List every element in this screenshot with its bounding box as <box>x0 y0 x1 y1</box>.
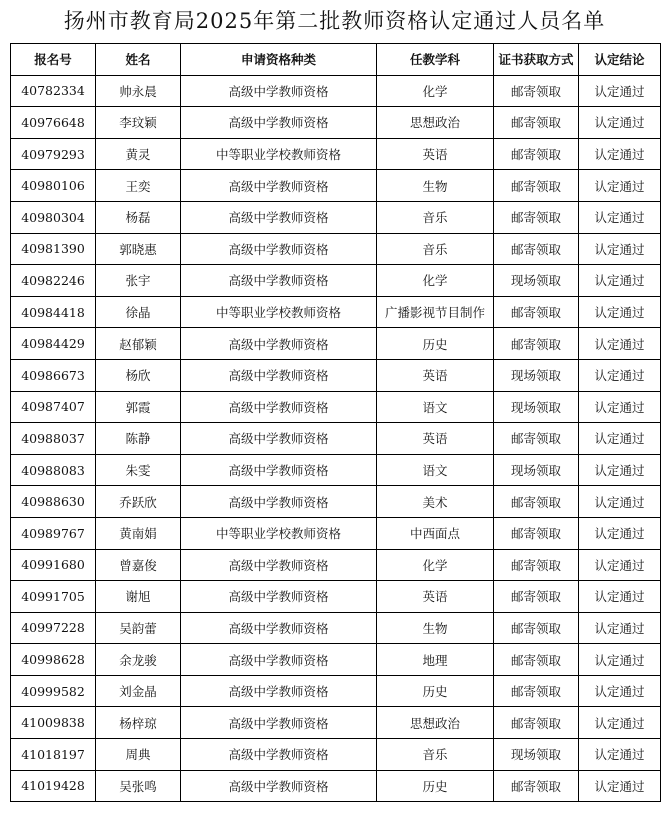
cell-name: 郭晓惠 <box>96 233 181 265</box>
cell-conclusion: 认定通过 <box>579 770 661 802</box>
table-header-row <box>11 44 661 76</box>
cell-certificate-method: 邮寄领取 <box>494 107 579 139</box>
cell-subject: 语文 <box>377 454 494 486</box>
cell-conclusion: 认定通过 <box>579 581 661 613</box>
table-row <box>11 391 661 423</box>
cell-registration-number: 40976648 <box>11 107 96 139</box>
cell-name: 谢旭 <box>96 581 181 613</box>
table-row <box>11 359 661 391</box>
table-row <box>11 233 661 265</box>
table-row <box>11 454 661 486</box>
cell-qualification-type: 中等职业学校教师资格 <box>181 296 377 328</box>
cell-subject: 中西面点 <box>377 517 494 549</box>
table-row <box>11 75 661 107</box>
cell-certificate-method: 邮寄领取 <box>494 233 579 265</box>
table-row <box>11 675 661 707</box>
cell-registration-number: 40782334 <box>11 75 96 107</box>
cell-qualification-type: 高级中学教师资格 <box>181 265 377 297</box>
cell-name: 黄南娟 <box>96 517 181 549</box>
cell-certificate-method: 邮寄领取 <box>494 296 579 328</box>
cell-name: 吴韵蕾 <box>96 612 181 644</box>
cell-conclusion: 认定通过 <box>579 265 661 297</box>
cell-name: 余龙骏 <box>96 644 181 676</box>
cell-qualification-type: 中等职业学校教师资格 <box>181 138 377 170</box>
cell-conclusion: 认定通过 <box>579 707 661 739</box>
cell-conclusion: 认定通过 <box>579 612 661 644</box>
table-row <box>11 770 661 802</box>
cell-subject: 思想政治 <box>377 707 494 739</box>
cell-qualification-type: 高级中学教师资格 <box>181 328 377 360</box>
cell-subject: 生物 <box>377 612 494 644</box>
table-row <box>11 549 661 581</box>
cell-conclusion: 认定通过 <box>579 423 661 455</box>
cell-registration-number: 41018197 <box>11 739 96 771</box>
cell-conclusion: 认定通过 <box>579 138 661 170</box>
cell-subject: 化学 <box>377 265 494 297</box>
cell-registration-number: 40979293 <box>11 138 96 170</box>
cell-qualification-type: 高级中学教师资格 <box>181 675 377 707</box>
document-title: 扬州市教育局2025年第二批教师资格认定通过人员名单 <box>63 9 606 33</box>
cell-qualification-type: 高级中学教师资格 <box>181 170 377 202</box>
cell-registration-number: 41009838 <box>11 707 96 739</box>
cell-conclusion: 认定通过 <box>579 328 661 360</box>
cell-qualification-type: 高级中学教师资格 <box>181 201 377 233</box>
header-name: 姓名 <box>96 44 181 76</box>
cell-name: 徐晶 <box>96 296 181 328</box>
table-row <box>11 201 661 233</box>
table-row <box>11 265 661 297</box>
cell-registration-number: 40989767 <box>11 517 96 549</box>
table-row <box>11 423 661 455</box>
cell-conclusion: 认定通过 <box>579 75 661 107</box>
cell-subject: 音乐 <box>377 201 494 233</box>
table-row <box>11 612 661 644</box>
cell-certificate-method: 邮寄领取 <box>494 75 579 107</box>
cell-registration-number: 40991680 <box>11 549 96 581</box>
cell-certificate-method: 邮寄领取 <box>494 581 579 613</box>
cell-registration-number: 40998628 <box>11 644 96 676</box>
cell-certificate-method: 邮寄领取 <box>494 549 579 581</box>
cell-qualification-type: 高级中学教师资格 <box>181 454 377 486</box>
cell-qualification-type: 中等职业学校教师资格 <box>181 517 377 549</box>
cell-subject: 音乐 <box>377 739 494 771</box>
cell-conclusion: 认定通过 <box>579 107 661 139</box>
cell-registration-number: 40984429 <box>11 328 96 360</box>
cell-qualification-type: 高级中学教师资格 <box>181 581 377 613</box>
cell-name: 黄灵 <box>96 138 181 170</box>
cell-registration-number: 41019428 <box>11 770 96 802</box>
cell-name: 张宇 <box>96 265 181 297</box>
cell-qualification-type: 高级中学教师资格 <box>181 739 377 771</box>
cell-certificate-method: 现场领取 <box>494 359 579 391</box>
cell-certificate-method: 现场领取 <box>494 391 579 423</box>
cell-conclusion: 认定通过 <box>579 359 661 391</box>
table-row <box>11 707 661 739</box>
cell-qualification-type: 高级中学教师资格 <box>181 612 377 644</box>
header-conclusion: 认定结论 <box>579 44 661 76</box>
cell-conclusion: 认定通过 <box>579 201 661 233</box>
cell-certificate-method: 现场领取 <box>494 265 579 297</box>
cell-qualification-type: 高级中学教师资格 <box>181 75 377 107</box>
cell-subject: 音乐 <box>377 233 494 265</box>
cell-certificate-method: 邮寄领取 <box>494 201 579 233</box>
cell-qualification-type: 高级中学教师资格 <box>181 644 377 676</box>
cell-subject: 英语 <box>377 138 494 170</box>
cell-registration-number: 40982246 <box>11 265 96 297</box>
cell-certificate-method: 邮寄领取 <box>494 138 579 170</box>
cell-name: 杨梓琼 <box>96 707 181 739</box>
cell-conclusion: 认定通过 <box>579 517 661 549</box>
cell-registration-number: 40988083 <box>11 454 96 486</box>
table-row <box>11 581 661 613</box>
cell-subject: 化学 <box>377 549 494 581</box>
cell-certificate-method: 现场领取 <box>494 739 579 771</box>
cell-qualification-type: 高级中学教师资格 <box>181 770 377 802</box>
cell-subject: 化学 <box>377 75 494 107</box>
cell-qualification-type: 高级中学教师资格 <box>181 107 377 139</box>
table-row <box>11 170 661 202</box>
cell-conclusion: 认定通过 <box>579 170 661 202</box>
cell-qualification-type: 高级中学教师资格 <box>181 707 377 739</box>
cell-name: 朱雯 <box>96 454 181 486</box>
cell-registration-number: 40984418 <box>11 296 96 328</box>
cell-conclusion: 认定通过 <box>579 391 661 423</box>
cell-name: 杨欣 <box>96 359 181 391</box>
cell-name: 周典 <box>96 739 181 771</box>
cell-certificate-method: 邮寄领取 <box>494 675 579 707</box>
table-row <box>11 739 661 771</box>
cell-certificate-method: 邮寄领取 <box>494 770 579 802</box>
cell-conclusion: 认定通过 <box>579 454 661 486</box>
cell-registration-number: 40988630 <box>11 486 96 518</box>
cell-conclusion: 认定通过 <box>579 644 661 676</box>
cell-name: 刘金晶 <box>96 675 181 707</box>
cell-name: 帅永晨 <box>96 75 181 107</box>
table-row <box>11 107 661 139</box>
table-row <box>11 486 661 518</box>
cell-subject: 历史 <box>377 328 494 360</box>
cell-name: 李玟颖 <box>96 107 181 139</box>
cell-qualification-type: 高级中学教师资格 <box>181 486 377 518</box>
cell-registration-number: 40980304 <box>11 201 96 233</box>
cell-name: 赵郁颖 <box>96 328 181 360</box>
cell-subject: 美术 <box>377 486 494 518</box>
header-certificate-method: 证书获取方式 <box>494 44 579 76</box>
table-row <box>11 138 661 170</box>
table-row <box>11 517 661 549</box>
cell-conclusion: 认定通过 <box>579 296 661 328</box>
cell-certificate-method: 邮寄领取 <box>494 612 579 644</box>
cell-conclusion: 认定通过 <box>579 486 661 518</box>
cell-subject: 生物 <box>377 170 494 202</box>
cell-registration-number: 40981390 <box>11 233 96 265</box>
cell-subject: 英语 <box>377 359 494 391</box>
header-subject: 任教学科 <box>377 44 494 76</box>
cell-name: 乔跃欣 <box>96 486 181 518</box>
cell-certificate-method: 邮寄领取 <box>494 644 579 676</box>
table-row <box>11 296 661 328</box>
table-row <box>11 328 661 360</box>
cell-subject: 地理 <box>377 644 494 676</box>
cell-subject: 广播影视节目制作 <box>377 296 494 328</box>
cell-registration-number: 40980106 <box>11 170 96 202</box>
roster-table <box>10 43 661 802</box>
table-row <box>11 644 661 676</box>
cell-qualification-type: 高级中学教师资格 <box>181 549 377 581</box>
cell-subject: 思想政治 <box>377 107 494 139</box>
cell-registration-number: 40997228 <box>11 612 96 644</box>
cell-qualification-type: 高级中学教师资格 <box>181 423 377 455</box>
cell-registration-number: 40986673 <box>11 359 96 391</box>
header-qualification-type: 申请资格种类 <box>181 44 377 76</box>
cell-certificate-method: 邮寄领取 <box>494 328 579 360</box>
cell-certificate-method: 邮寄领取 <box>494 486 579 518</box>
cell-name: 曾嘉俊 <box>96 549 181 581</box>
cell-registration-number: 40999582 <box>11 675 96 707</box>
cell-conclusion: 认定通过 <box>579 675 661 707</box>
cell-certificate-method: 现场领取 <box>494 454 579 486</box>
cell-subject: 历史 <box>377 675 494 707</box>
table-body <box>11 75 661 802</box>
cell-conclusion: 认定通过 <box>579 739 661 771</box>
cell-subject: 语文 <box>377 391 494 423</box>
cell-subject: 英语 <box>377 581 494 613</box>
header-registration-number: 报名号 <box>11 44 96 76</box>
cell-qualification-type: 高级中学教师资格 <box>181 359 377 391</box>
cell-qualification-type: 高级中学教师资格 <box>181 391 377 423</box>
cell-certificate-method: 邮寄领取 <box>494 170 579 202</box>
cell-registration-number: 40987407 <box>11 391 96 423</box>
cell-name: 王奕 <box>96 170 181 202</box>
cell-certificate-method: 邮寄领取 <box>494 423 579 455</box>
cell-certificate-method: 邮寄领取 <box>494 707 579 739</box>
cell-certificate-method: 邮寄领取 <box>494 517 579 549</box>
cell-qualification-type: 高级中学教师资格 <box>181 233 377 265</box>
cell-registration-number: 40988037 <box>11 423 96 455</box>
cell-registration-number: 40991705 <box>11 581 96 613</box>
cell-conclusion: 认定通过 <box>579 549 661 581</box>
cell-name: 郭霞 <box>96 391 181 423</box>
cell-subject: 历史 <box>377 770 494 802</box>
cell-conclusion: 认定通过 <box>579 233 661 265</box>
cell-name: 陈静 <box>96 423 181 455</box>
cell-subject: 英语 <box>377 423 494 455</box>
cell-name: 吴张鸣 <box>96 770 181 802</box>
cell-name: 杨磊 <box>96 201 181 233</box>
